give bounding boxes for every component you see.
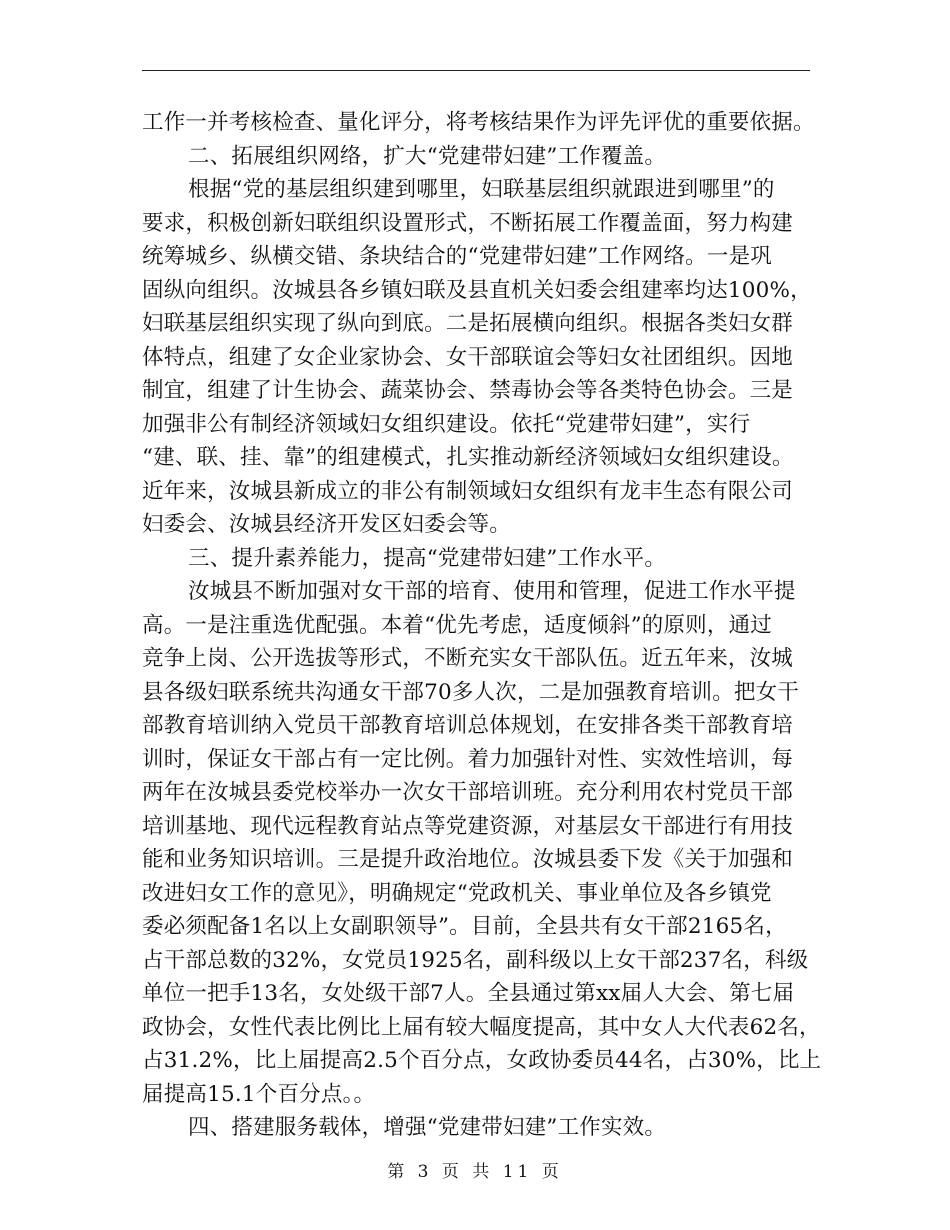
document-body [142,106,822,1145]
text-line: 加强非公有制经济领域妇女组织建设。依托“党建带妇建”，实行 [142,411,751,437]
page-number: 第 3 页 共 11 页 [387,1162,563,1182]
section-heading: 二、拓展组织网络，扩大“党建带妇建”工作覆盖。 [188,143,667,169]
section-heading: 三、提升素养能力，提高“党建带妇建”工作水平。 [188,545,667,571]
text-line: 固纵向组织。汝城县各乡镇妇联及县直机关妇委会组建率均达100%， [142,277,812,303]
text-line: 体特点，组建了女企业家协会、女干部联谊会等妇女社团组织。因地 [142,344,794,370]
text-line: 妇委会、汝城县经济开发区妇委会等。 [142,512,511,537]
text-line: 统筹城乡、纵横交错、条块结合的“党建带妇建”工作网络。一是巩 [142,244,772,269]
text-line: 委必须配备1名以上女副职领导”。目前，全县共有女干部2165名， [142,914,787,939]
text-line: 近年来，汝城县新成立的非公有制领域妇女组织有龙丰生态有限公司 [142,478,794,504]
text-line: 训时，保证女干部占有一定比例。着力加强针对性、实效性培训，每 [142,746,794,772]
text-line: 能和业务知识培训。三是提升政治地位。汝城县委下发《关于加强和 [142,847,794,872]
section-heading: 四、搭建服务载体，增强“党建带妇建”工作实效。 [188,1115,667,1140]
text-line: 改进妇女工作的意见》，明确规定“党政机关、事业单位及各乡镇党 [142,880,772,906]
text-line: 政协会，女性代表比例比上届有较大幅度提高，其中女人大代表62名， [142,1014,821,1040]
text-line: 占干部总数的32%，女党员1925名，副科级以上女干部237名，科级 [142,947,809,973]
text-line: 培训基地、现代远程教育站点等党建资源，对基层女干部进行有用技 [142,813,794,839]
text-line: 两年在汝城县委党校举办一次女干部培训班。充分利用农村党员干部 [142,780,794,805]
text-line: 要求，积极创新妇联组织设置形式，不断拓展工作覆盖面，努力构建 [142,210,794,236]
header-rule [142,70,810,71]
text-line: 制宜，组建了计生协会、蔬菜协会、禁毒协会等各类特色协会。三是 [142,378,794,403]
text-line: 妇联基层组织实现了纵向到底。二是拓展横向组织。根据各类妇女群 [142,311,794,336]
paragraph-start: 汝城县不断加强对女干部的培育、使用和管理，促进工作水平提 [188,579,796,604]
paragraph-start: 根据“党的基层组织建到哪里，妇联基层组织就跟进到哪里”的 [188,177,775,202]
text-line: 县各级妇联系统共沟通女干部70多人次，二是加强教育培训。把女干 [142,679,800,705]
text-line: 工作一并考核检查、量化评分，将考核结果作为评先评优的重要依据。 [142,110,815,135]
text-line: 高。一是注重选优配强。本着“优先考虑，适度倾斜”的原则，通过 [142,612,772,638]
text-line: 部教育培训纳入党员干部教育培训总体规划，在安排各类干部教育培 [142,713,794,738]
text-line: 竞争上岗、公开选拔等形式，不断充实女干部队伍。近五年来，汝城 [142,646,794,671]
text-line: 单位一把手13名，女处级干部7人。全县通过第xx届人大会、第七届 [142,981,795,1006]
text-line: 届提高15.1个百分点。。 [142,1081,376,1107]
text-line: “建、联、挂、靠”的组建模式，扎实推动新经济领域妇女组织建设。 [142,445,794,470]
text-line: 占31.2%，比上届提高2.5个百分点，女政协委员44名，占30%，比上 [142,1048,822,1073]
